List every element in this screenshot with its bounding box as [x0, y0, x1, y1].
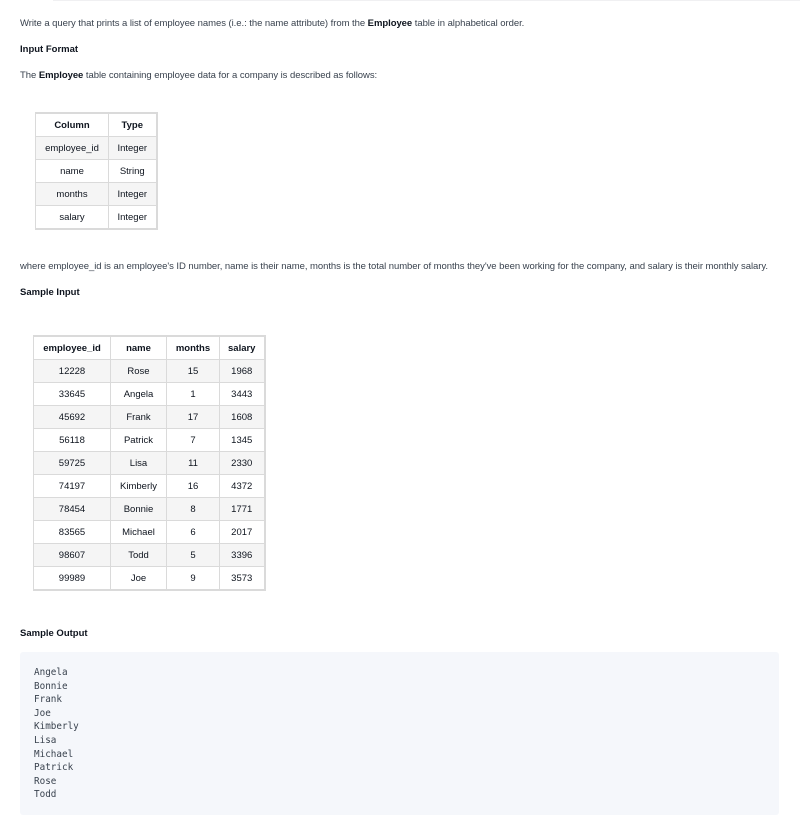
sample-input-table: [33, 335, 266, 591]
cell-months: 7: [167, 429, 220, 452]
sample-input-heading: Sample Input: [20, 287, 80, 298]
table-row: [36, 137, 157, 160]
employee-table-name: Employee: [38, 70, 84, 81]
cell-type: String: [109, 160, 157, 183]
cell-salary: 4372: [220, 475, 265, 498]
table-row: [34, 544, 265, 567]
cell-salary: 1345: [220, 429, 265, 452]
cell-months: 16: [167, 475, 220, 498]
cell-name: Rose: [111, 360, 167, 383]
header-name: name: [111, 336, 167, 360]
input-format-heading: Input Format: [20, 44, 79, 55]
cell-months: 6: [167, 521, 220, 544]
cell-employee-id: 59725: [34, 452, 111, 475]
header-salary: salary: [220, 336, 265, 360]
output-line: Joe: [34, 707, 51, 719]
cell-salary: 1771: [220, 498, 265, 521]
cell-months: 1: [167, 383, 220, 406]
output-line: Todd: [34, 789, 57, 801]
header-employee-id: employee_id: [34, 336, 111, 360]
output-line: Michael: [34, 748, 74, 760]
table-row: [36, 183, 157, 206]
column-explanation: where employee_id is an employee's ID number, name is their name, months is the total number of months they've been working for the company, and salary is their monthly salary.: [20, 261, 768, 272]
cell-salary: 3396: [220, 544, 265, 567]
table-row: [34, 383, 265, 406]
table-row: [34, 452, 265, 475]
cell-employee-id: 83565: [34, 521, 111, 544]
cell-employee-id: 45692: [34, 406, 111, 429]
cell-salary: 3573: [220, 567, 265, 591]
sample-output-lines: [34, 666, 79, 802]
table-header-row: [36, 113, 157, 137]
table-header-row: [34, 336, 265, 360]
table-row: [34, 429, 265, 452]
cell-name: Kimberly: [111, 475, 167, 498]
cell-column: months: [36, 183, 109, 206]
cell-employee-id: 56118: [34, 429, 111, 452]
output-line: Lisa: [34, 734, 57, 746]
table-row: [34, 475, 265, 498]
cell-column: employee_id: [36, 137, 109, 160]
cell-name: Bonnie: [111, 498, 167, 521]
cell-months: 17: [167, 406, 220, 429]
cell-type: Integer: [109, 183, 157, 206]
cell-salary: 2330: [220, 452, 265, 475]
table-row: [34, 521, 265, 544]
table-row: [34, 567, 265, 591]
employee-table-name: Employee: [367, 18, 413, 29]
output-line: Angela: [34, 667, 68, 678]
sample-output-box: [20, 652, 779, 815]
cell-months: 15: [167, 360, 220, 383]
cell-column: name: [36, 160, 109, 183]
cell-months: 8: [167, 498, 220, 521]
problem-statement-text: Write a query that prints a list of employee names (i.e.: the name attribute) from the: [20, 18, 368, 29]
cell-months: 11: [167, 452, 220, 475]
output-line: Bonnie: [34, 680, 68, 692]
cell-name: Angela: [111, 383, 167, 406]
schema-table: [35, 112, 158, 230]
cell-salary: 1968: [220, 360, 265, 383]
output-line: Kimberly: [34, 721, 79, 733]
table-description-text: The: [20, 70, 39, 81]
cell-salary: 1608: [220, 406, 265, 429]
table-description-text-end: table containing employee data for a company is described as follows:: [83, 70, 378, 81]
output-line: Rose: [34, 775, 57, 787]
output-line: Frank: [34, 694, 62, 706]
cell-name: Todd: [111, 544, 167, 567]
cell-name: Frank: [111, 406, 167, 429]
cell-employee-id: 12228: [34, 360, 111, 383]
cell-name: Patrick: [111, 429, 167, 452]
table-row: [34, 406, 265, 429]
table-row: [36, 160, 157, 183]
table-row: [34, 498, 265, 521]
cell-name: Michael: [111, 521, 167, 544]
sample-output-heading: Sample Output: [20, 628, 88, 639]
table-description: [20, 70, 377, 82]
cell-name: Joe: [111, 567, 167, 591]
header-months: months: [167, 336, 220, 360]
cell-employee-id: 99989: [34, 567, 111, 591]
cell-employee-id: 74197: [34, 475, 111, 498]
table-row: [36, 206, 157, 230]
output-line: Patrick: [34, 762, 74, 774]
header-type: Type: [109, 113, 157, 137]
cell-type: Integer: [109, 137, 157, 160]
cell-months: 9: [167, 567, 220, 591]
cell-column: salary: [36, 206, 109, 230]
cell-employee-id: 98607: [34, 544, 111, 567]
problem-statement: [20, 18, 524, 30]
cell-employee-id: 78454: [34, 498, 111, 521]
cell-months: 5: [167, 544, 220, 567]
cell-name: Lisa: [111, 452, 167, 475]
top-divider: [53, 0, 800, 1]
problem-statement-text-end: table in alphabetical order.: [412, 18, 525, 29]
header-column: Column: [36, 113, 109, 137]
cell-salary: 3443: [220, 383, 265, 406]
cell-salary: 2017: [220, 521, 265, 544]
cell-type: Integer: [109, 206, 157, 230]
table-row: [34, 360, 265, 383]
cell-employee-id: 33645: [34, 383, 111, 406]
